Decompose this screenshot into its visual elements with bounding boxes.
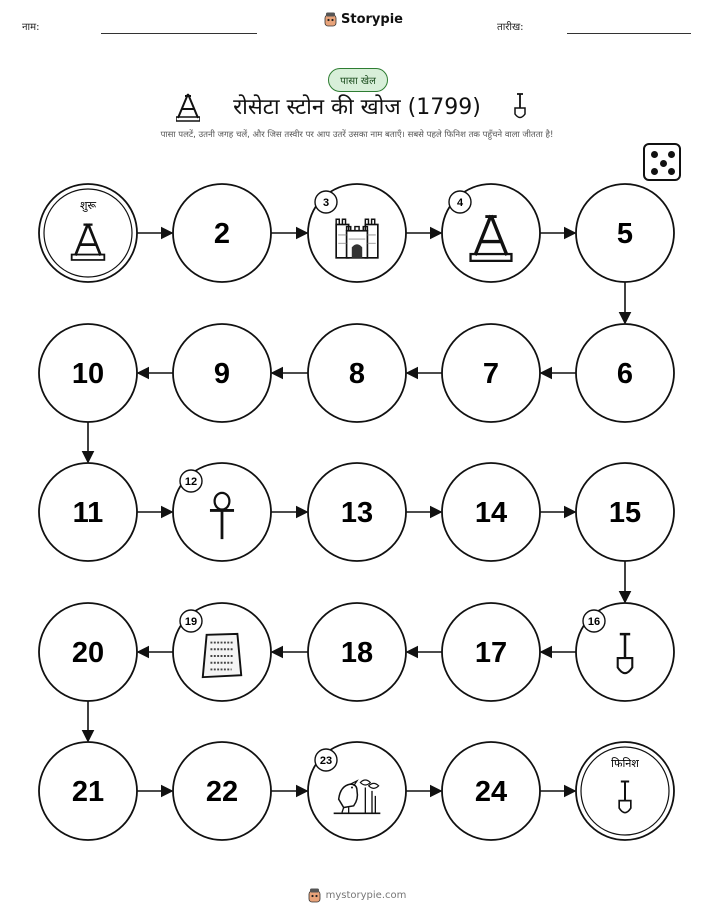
cell-number: 11 (72, 497, 104, 529)
board-cell-5[interactable] (576, 184, 674, 282)
cell-number-badge: 23 (319, 755, 333, 767)
instructions: पासा पलटें, उतनी जगह चलें, और जिस तस्वीर पर आप उतरें उसका नाम बताएँ। सबसे पहले फिनिश तक पहुँचने वाला जीतता है! (160, 130, 554, 140)
footer (0, 888, 714, 903)
board-cell-2[interactable] (173, 184, 271, 282)
cell-number-badge: 16 (587, 616, 601, 628)
cell-number-badge: 19 (184, 616, 198, 628)
board-cell-24[interactable] (442, 742, 540, 840)
game-type-badge: पासा खेल (328, 68, 388, 92)
cell-number: 7 (482, 358, 500, 390)
date-label: तारीख: (497, 22, 524, 33)
board-cell-7[interactable] (442, 324, 540, 422)
cell-number: 13 (340, 497, 374, 529)
cell-number: 5 (616, 218, 634, 250)
cell-number: 9 (213, 358, 231, 390)
cell-number: 10 (71, 358, 105, 390)
cell-number: 20 (71, 637, 105, 669)
cell-number: 14 (474, 497, 508, 529)
board-cell-10[interactable] (39, 324, 137, 422)
cell-number-badge: 3 (322, 197, 330, 209)
footer-site: mystorypie.com (325, 890, 407, 901)
board-cell-11[interactable] (39, 463, 137, 561)
cell-number: 8 (348, 358, 366, 390)
board-cell-13[interactable] (308, 463, 406, 561)
cell-number-badge: 4 (456, 197, 464, 209)
cell-number: 22 (205, 776, 239, 808)
finish-label: फिनिश (611, 757, 639, 770)
stone-tablet-icon (203, 634, 241, 677)
cell-number: 17 (474, 637, 508, 669)
brand-name: Storypie (341, 12, 403, 27)
board-cell-18[interactable] (308, 603, 406, 701)
board-cell-8[interactable] (308, 324, 406, 422)
cell-number: 15 (608, 497, 642, 529)
board-cell-16[interactable] (576, 603, 674, 701)
board-cell-19[interactable] (173, 603, 271, 701)
board-cell-3[interactable] (308, 184, 406, 282)
cell-number: 6 (616, 358, 634, 390)
board-cell-6[interactable] (576, 324, 674, 422)
cell-number: 18 (340, 637, 374, 669)
board-cell-15[interactable] (576, 463, 674, 561)
board-cell-21[interactable] (39, 742, 137, 840)
start-label: शुरू (79, 199, 97, 212)
name-label: नाम: (22, 22, 40, 33)
board-cell-17[interactable] (442, 603, 540, 701)
board-cell-22[interactable] (173, 742, 271, 840)
board-cell-25[interactable] (576, 742, 674, 840)
board-cell-4[interactable] (442, 184, 540, 282)
board-cell-9[interactable] (173, 324, 271, 422)
board-cell-23[interactable] (308, 742, 406, 840)
board-cell-20[interactable] (39, 603, 137, 701)
page-title: रोसेटा स्टोन की खोज (1799) (233, 95, 481, 120)
cell-number: 2 (213, 218, 231, 250)
cell-number: 24 (474, 776, 508, 808)
board-cell-1[interactable] (39, 184, 137, 282)
cell-number: 21 (71, 776, 105, 808)
board-cell-12[interactable] (173, 463, 271, 561)
storypie-mascot-icon (308, 888, 321, 903)
board-cell-14[interactable] (442, 463, 540, 561)
cell-number-badge: 12 (184, 476, 198, 488)
